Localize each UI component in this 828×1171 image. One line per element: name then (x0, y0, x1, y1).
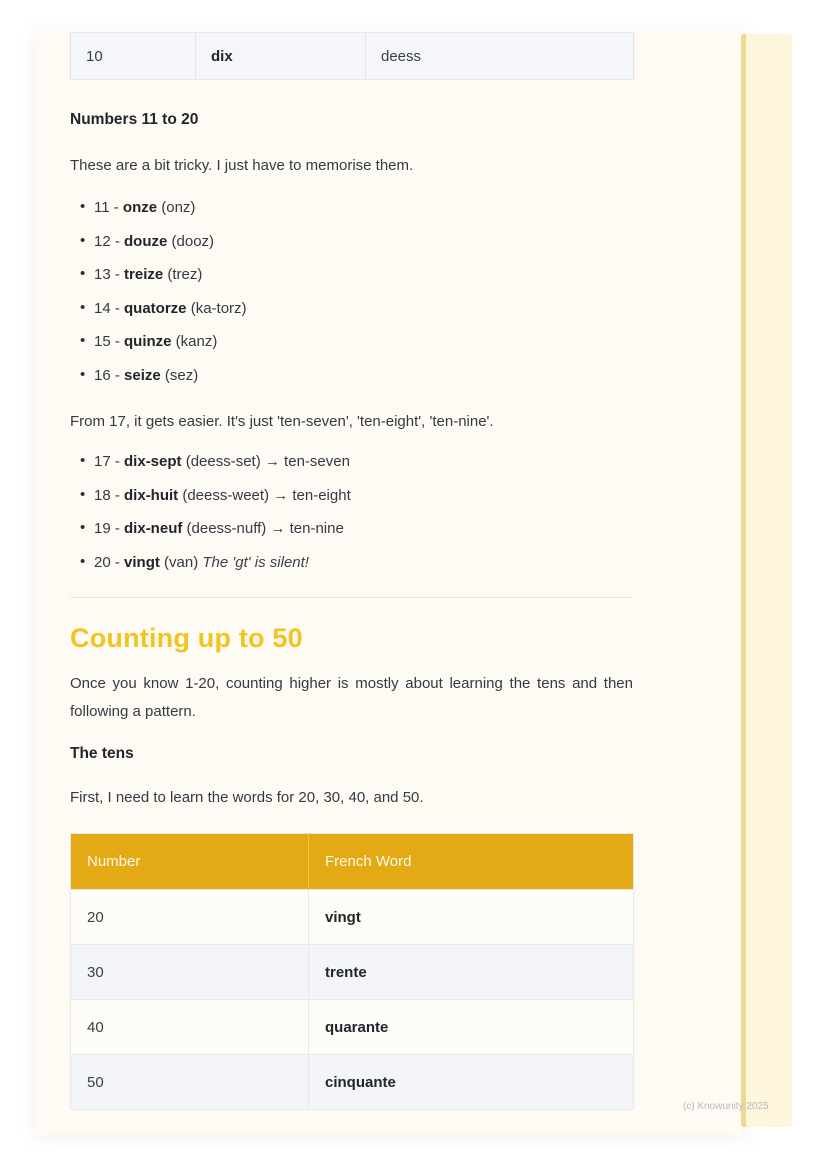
item-word: douze (124, 232, 168, 250)
item-prefix: 11 - (94, 199, 123, 216)
item-word: vingt (124, 553, 160, 571)
heading-counting-up-to-50: Counting up to 50 (70, 623, 303, 653)
bullet-icon: • (80, 332, 86, 349)
cell-pronunciation: deess (366, 33, 634, 80)
table-row (71, 1000, 634, 1055)
list-item (70, 552, 633, 575)
copyright-watermark: (c) Knowunity 2025 (683, 1101, 769, 1112)
list-item (70, 518, 633, 541)
cell-french-word: quarante (309, 1000, 634, 1055)
paragraph-tricky: These are a bit tricky. I just have to memorise them. (70, 157, 414, 174)
list-item (70, 331, 633, 354)
item-word: dix-neuf (124, 520, 183, 537)
tens-table (70, 833, 634, 1110)
item-prefix: 14 - (94, 299, 125, 317)
paragraph-from-17: From 17, it gets easier. It's just 'ten-seven', 'ten-eight', 'ten-nine'. (70, 413, 494, 430)
bullet-icon: • (80, 365, 86, 383)
paragraph-learn-words: First, I need to learn the words for 20, 30, 40, and 50. (70, 789, 424, 806)
list-item (70, 365, 633, 388)
cell-number: 40 (71, 1000, 309, 1055)
cell-french-word: dix (196, 33, 366, 80)
cell-french-word: trente (309, 945, 634, 1000)
numbers-table-fragment (70, 32, 634, 80)
subheading-the-tens: The tens (70, 745, 134, 762)
table-row (71, 945, 634, 1000)
list-item (70, 298, 633, 321)
item-word: treize (124, 266, 164, 283)
bullet-icon: • (80, 231, 86, 249)
paragraph-counting-higher: Once you know 1-20, counting higher is mostly about learning the tens and then following a pattern. (70, 675, 633, 720)
table-row (71, 890, 634, 945)
item-prefix: 16 - (94, 366, 125, 384)
bullet-icon: • (80, 485, 86, 503)
item-word: dix-sept (124, 453, 182, 470)
item-word: quinze (124, 333, 172, 350)
bullet-icon: • (80, 452, 86, 469)
cell-number: 10 (71, 33, 196, 80)
item-suffix: (ka-torz) (186, 299, 247, 317)
header-number: Number (71, 834, 309, 890)
item-word: seize (124, 366, 161, 384)
item-prefix: 12 - (94, 232, 125, 250)
item-prefix: 19 - (94, 520, 125, 537)
list-item (70, 197, 633, 220)
item-suffix: (van) (159, 553, 203, 571)
list-item (70, 451, 633, 474)
item-word: dix-huit (124, 486, 179, 504)
item-word: onze (122, 199, 158, 216)
cell-number: 20 (71, 890, 309, 945)
cell-number: 50 (71, 1055, 309, 1110)
bullet-icon: • (80, 265, 86, 282)
item-word: quatorze (124, 299, 187, 317)
item-prefix: 18 - (94, 486, 125, 504)
table-row (71, 33, 634, 80)
list-item (70, 231, 633, 254)
item-suffix: (trez) (163, 266, 203, 283)
cell-french-word: vingt (309, 890, 634, 945)
item-suffix: (kanz) (171, 333, 218, 350)
item-prefix: 17 - (94, 453, 125, 470)
item-prefix: 20 - (94, 553, 125, 571)
cell-french-word: cinquante (309, 1055, 634, 1110)
teens-list (70, 197, 633, 387)
table-header-row (71, 834, 634, 890)
next-page-edge (741, 34, 792, 1127)
item-prefix: 15 - (94, 333, 125, 350)
bullet-icon: • (80, 298, 86, 316)
note-page (36, 30, 746, 1135)
bullet-icon: • (80, 552, 86, 570)
item-prefix: 13 - (94, 266, 125, 283)
section-divider (70, 597, 633, 598)
heading-numbers-11-20: Numbers 11 to 20 (70, 111, 199, 128)
item-suffix: (onz) (157, 199, 196, 216)
item-suffix: (deess-set) → ten-seven (181, 453, 350, 470)
bullet-icon: • (80, 198, 86, 215)
cell-number: 30 (71, 945, 309, 1000)
item-suffix: (deess-weet) → ten-eight (178, 486, 351, 504)
item-note: The 'gt' is silent! (202, 553, 309, 571)
page-content (70, 30, 633, 1110)
seventeen-to-twenty-list (70, 451, 633, 574)
bullet-icon: • (80, 519, 86, 536)
item-suffix: (dooz) (167, 232, 215, 250)
item-suffix: (sez) (160, 366, 199, 384)
list-item (70, 485, 633, 508)
list-item (70, 264, 633, 287)
header-french-word: French Word (309, 834, 634, 890)
item-suffix: (deess-nuff) → ten-nine (182, 520, 344, 537)
table-row (71, 1055, 634, 1110)
